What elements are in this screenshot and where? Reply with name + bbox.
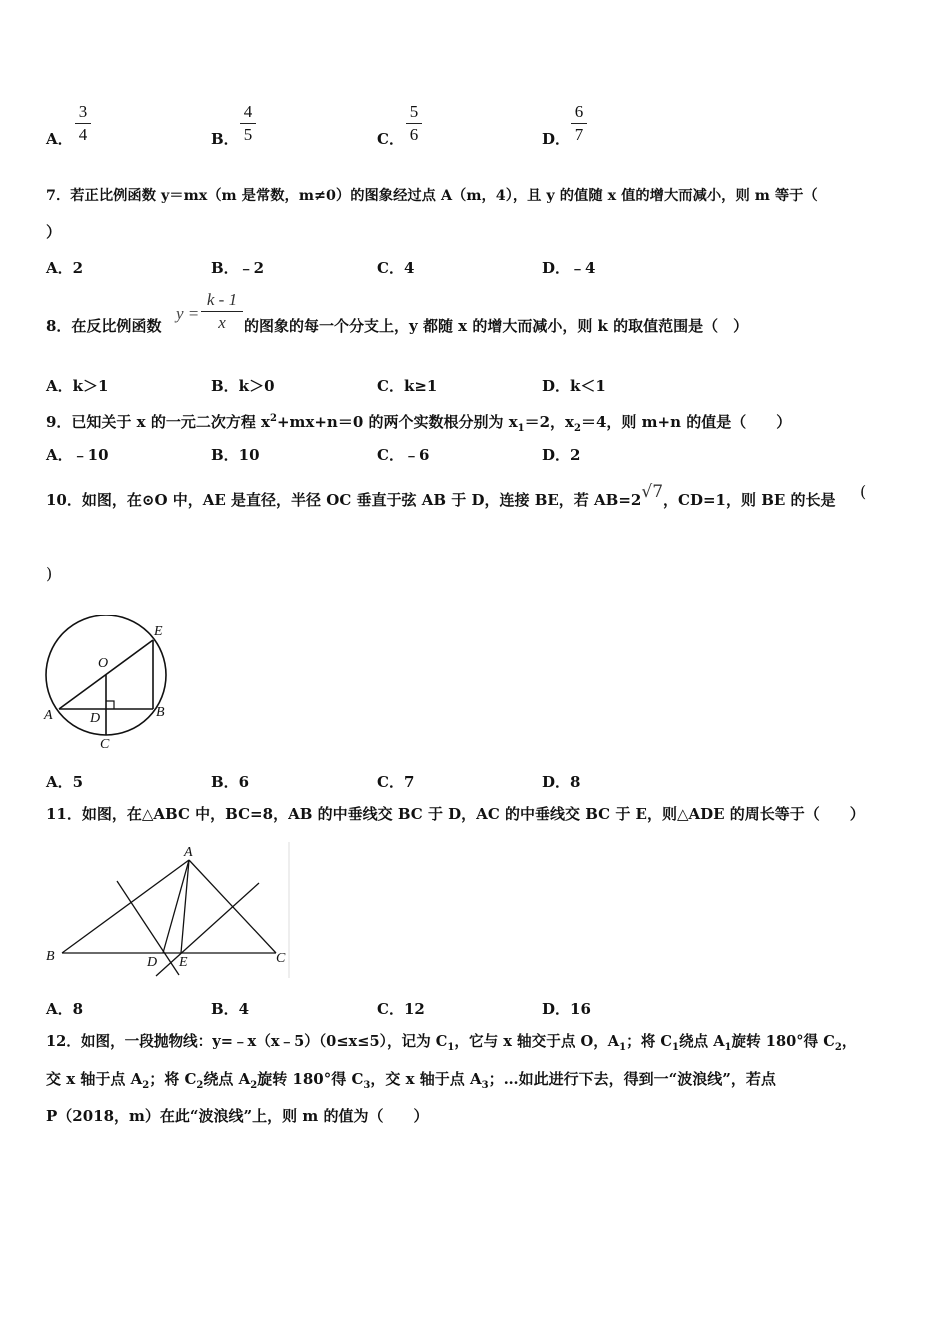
denominator: 7 [574, 125, 584, 144]
q7-option-b[interactable]: B．﹣2 [211, 259, 265, 277]
label-b: B [46, 949, 55, 964]
q7-option-d[interactable]: D．﹣4 [542, 259, 596, 277]
q9-option-c[interactable]: C．﹣6 [377, 446, 430, 464]
label-a: A [44, 708, 53, 723]
q10-option-a[interactable]: A．5 [46, 773, 84, 791]
q8-formula-y: y = [176, 304, 200, 323]
q9-option-b[interactable]: B．10 [211, 446, 260, 464]
q10-option-d[interactable]: D．8 [542, 773, 581, 791]
q6-option-c-fraction [406, 103, 422, 144]
right-angle-mark [106, 701, 114, 709]
label-c: C [100, 737, 110, 752]
numerator: 5 [409, 102, 419, 121]
label-o: O [98, 656, 109, 671]
q6-option-b-fraction [240, 103, 256, 144]
numerator: 3 [78, 102, 88, 121]
sqrt7-radical: √7 [641, 482, 664, 502]
q10-option-c[interactable]: C．7 [377, 773, 415, 791]
q7-option-c[interactable]: C．4 [377, 259, 415, 277]
denominator: x [218, 313, 226, 332]
q6-option-d-label[interactable]: D． [542, 130, 571, 148]
q10-stem: 10．如图，在⊙O 中，AE 是直径，半径 OC 垂直于弦 AB 于 D，连接 BE，若 AB=2√7，CD=1，则 BE 的长是 [46, 482, 836, 509]
label-d: D [90, 711, 101, 726]
q8-option-d[interactable]: D．k＜1 [542, 377, 606, 395]
q6-option-a-label[interactable]: A． [46, 130, 73, 148]
q8-option-b[interactable]: B．k＞0 [211, 377, 275, 395]
q10-close-paren: ) [46, 564, 53, 583]
q9-stem: 9．已知关于 x 的一元二次方程 $x^2+mx+n=0$ 的两个实数根分别为 $x_1=2$，$x_2=4$，则 m+n 的值是（ ） [46, 413, 792, 434]
perpendicular-bisector-ac [156, 883, 259, 976]
q8-stem-suffix: 的图象的每一个分支上，y 都随 x 的增大而减小，则 k 的取值范围是（ ） [244, 317, 749, 335]
q10-circle-figure [40, 615, 180, 753]
label-d: D [147, 955, 158, 970]
q11-option-d[interactable]: D．16 [542, 1000, 591, 1018]
q8-stem-prefix: 8．在反比例函数 [46, 317, 162, 335]
label-b: B [156, 705, 165, 720]
label-e: E [179, 955, 188, 970]
q6-option-c-label[interactable]: C． [377, 130, 404, 148]
q8-option-c[interactable]: C．k≥1 [377, 377, 438, 395]
q10-open-paren: ( [860, 482, 867, 501]
label-e: E [154, 624, 163, 639]
q6-option-a-fraction [75, 103, 91, 144]
q12-stem-line3: P（2018，m）在此“波浪线”上，则 m 的值为（ ） [46, 1107, 429, 1125]
q8-formula-fraction [201, 291, 243, 332]
q7-stem: 7．若正比例函数 y＝mx（m 是常数，m≠0）的图象经过点 A（m，4），且 y 的值随 x 值的增大而减小，则 m 等于（ [46, 188, 818, 204]
label-c: C [276, 951, 286, 966]
q12-stem-line1: 12．如图，一段抛物线：y=﹣x（x﹣5）（0≤x≤5），记为 $C_1$，它与 x 轴交于点 O，$A_1$；将 $C_1$绕点 $A_1$旋转 180°得 $C_2$， [46, 1033, 857, 1053]
q7-stem-end: ） [46, 223, 62, 241]
q12-stem-line2: 交 x 轴于点 $A_2$；将 $C_2$绕点 $A_2$旋转 180°得 $C_3$，交 x 轴于点 $A_3$；…如此进行下去，得到一“波浪线”，若点 [46, 1070, 776, 1091]
q10-option-b[interactable]: B．6 [211, 773, 250, 791]
q11-option-c[interactable]: C．12 [377, 1000, 425, 1018]
q9-option-a[interactable]: A．﹣10 [46, 446, 109, 464]
denominator: 6 [409, 125, 419, 144]
denominator: 4 [78, 125, 88, 144]
q6-option-b-label[interactable]: B． [211, 130, 239, 148]
numerator: 4 [243, 102, 253, 121]
q6-option-d-fraction [571, 103, 587, 144]
label-a: A [184, 845, 193, 860]
numerator: 6 [574, 102, 584, 121]
q11-option-b[interactable]: B．4 [211, 1000, 250, 1018]
q8-option-a[interactable]: A．k＞1 [46, 377, 109, 395]
q11-triangle-figure [44, 842, 290, 978]
denominator: 5 [243, 125, 253, 144]
numerator: k - 1 [206, 290, 238, 309]
q11-option-a[interactable]: A．8 [46, 1000, 84, 1018]
q11-stem: 11．如图，在△ABC 中，BC=8，AB 的中垂线交 BC 于 D，AC 的中垂线交 BC 于 E，则△ADE 的周长等于（ ） [46, 805, 865, 823]
q9-option-d[interactable]: D．2 [542, 446, 581, 464]
q7-option-a[interactable]: A．2 [46, 259, 84, 277]
side-ab [62, 860, 189, 953]
